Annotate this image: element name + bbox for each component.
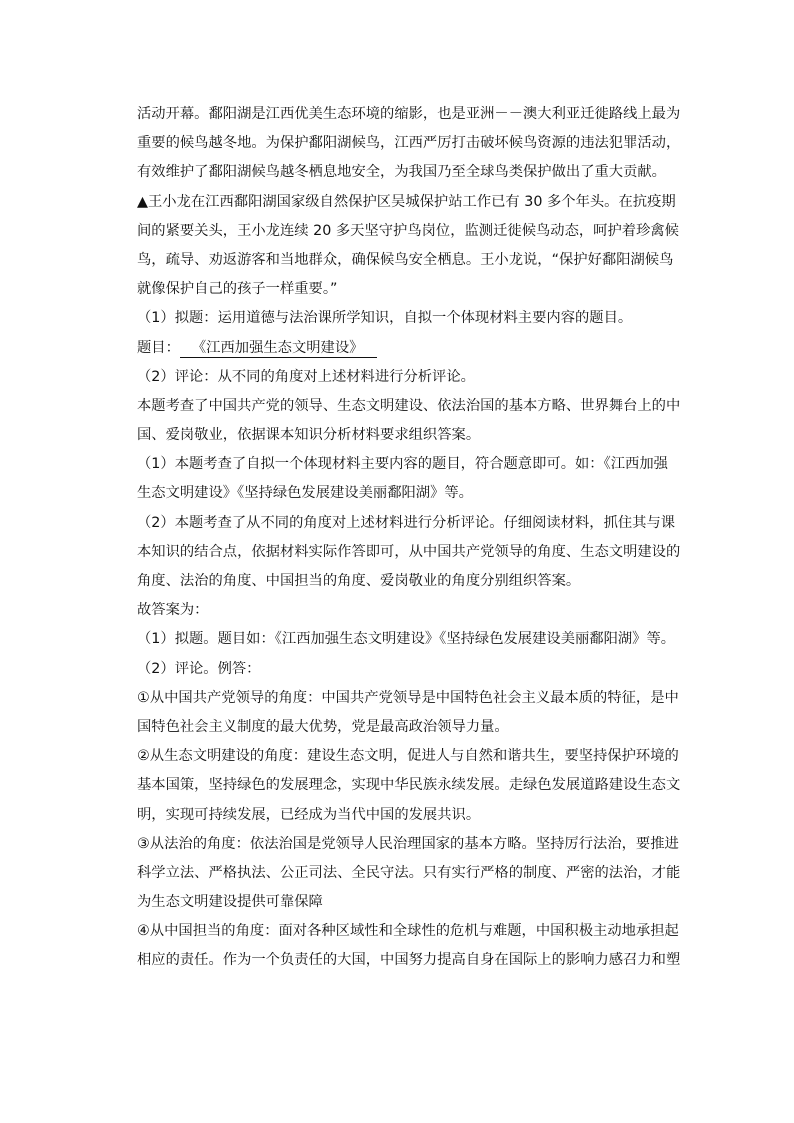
text-line: （2）本题考查了从不同的角度对上述材料进行分析评论。仔细阅读材料，抓住其与课: [137, 514, 676, 531]
title-answer: 《江西加强生态文明建设》: [180, 339, 378, 358]
text-line: 有效维护了鄱阳湖候鸟越冬栖息地安全，为我国乃至全球鸟类保护做出了重大贡献。: [137, 164, 666, 181]
text-line: ③从法治的角度：依法治国是党领导人民治理国家的基本方略。坚持厉行法治，要推进: [137, 835, 679, 852]
text-line: ②从生态文明建设的角度：建设生态文明，促进人与自然和谐共生，要坚持保护环境的: [137, 748, 679, 765]
text-line: ④从中国担当的角度：面对各种区域性和全球性的危机与难题，中国积极主动地承担起: [137, 923, 679, 940]
text-line: （1）拟题：运用道德与法治课所学知识，自拟一个体现材料主要内容的题目。: [137, 310, 633, 327]
text-line: 国、爱岗敬业，依据课本知识分析材料要求组织答案。: [137, 427, 481, 444]
title-answer-line: [137, 334, 677, 363]
text-line: 明，实现可持续发展，已经成为当代中国的发展共识。: [137, 806, 481, 823]
text-line: 角度、法治的角度、中国担当的角度、爱岗敬业的角度分别组织答案。: [137, 573, 581, 589]
text-line: 故答案为：: [137, 602, 209, 619]
text-line: 重要的候鸟越冬地。为保护鄱阳湖候鸟，江西严厉打击破坏候鸟资源的违法犯罪活动，: [137, 135, 681, 152]
text-line: 间的紧要关头，王小龙连续 20 多天坚守护鸟岗位，监测迁徙候鸟动态，呵护着珍禽候: [137, 222, 679, 239]
text-line: 科学立法、严格执法、公正司法、全民守法。只有实行严格的制度、严密的法治，才能: [137, 864, 681, 881]
text-line: 活动开幕。鄱阳湖是江西优美生态环境的缩影，也是亚洲－－澳大利亚迁徙路线上最为: [137, 106, 681, 122]
text-line: 基本国策，坚持绿色的发展理念，实现中华民族永续发展。走绿色发展道路建设生态文: [137, 777, 681, 794]
text-line: 就像保护自己的孩子一样重要。”: [137, 281, 338, 298]
text-line: 为生态文明建设提供可靠保障: [137, 894, 323, 911]
text-line: 国特色社会主义制度的最大优势，党是最高政治领导力量。: [137, 718, 509, 735]
text-line: 生态文明建设》《坚持绿色发展建设美丽鄱阳湖》等。: [137, 485, 473, 502]
text-line: （1）本题考查了自拟一个体现材料主要内容的题目，符合题意即可。如：《江西加强: [137, 456, 668, 473]
document-page: [137, 100, 681, 976]
text-line: 鸟，疏导、劝返游客和当地群众，确保候鸟安全栖息。王小龙说，“保护好鄱阳湖候鸟: [137, 251, 674, 268]
text-line: 相应的责任。作为一个负责任的大国，中国努力提高自身在国际上的影响力感召力和塑: [137, 952, 681, 969]
text-line: ▲王小龙在江西鄱阳湖国家级自然保护区吴城保护站工作已有 30 多个年头。在抗疫期: [137, 193, 676, 210]
text-line: （2）评论：从不同的角度对上述材料进行分析评论。: [137, 368, 475, 385]
text-line: （2）评论。例答：: [137, 660, 261, 677]
text-line: （1）拟题。题目如：《江西加强生态文明建设》《坚持绿色发展建设美丽鄱阳湖》等。: [137, 631, 676, 648]
text-line: ①从中国共产党领导的角度：中国共产党领导是中国特色社会主义最本质的特征，是中: [137, 689, 679, 706]
text-line: 本题考查了中国共产党的领导、生态文明建设、依法治国的基本方略、世界舞台上的中: [137, 397, 681, 414]
text-line: 本知识的结合点，依据材料实际作答即可，从中国共产党领导的角度、生态文明建设的: [137, 543, 681, 560]
title-label: 题目：: [137, 339, 180, 356]
